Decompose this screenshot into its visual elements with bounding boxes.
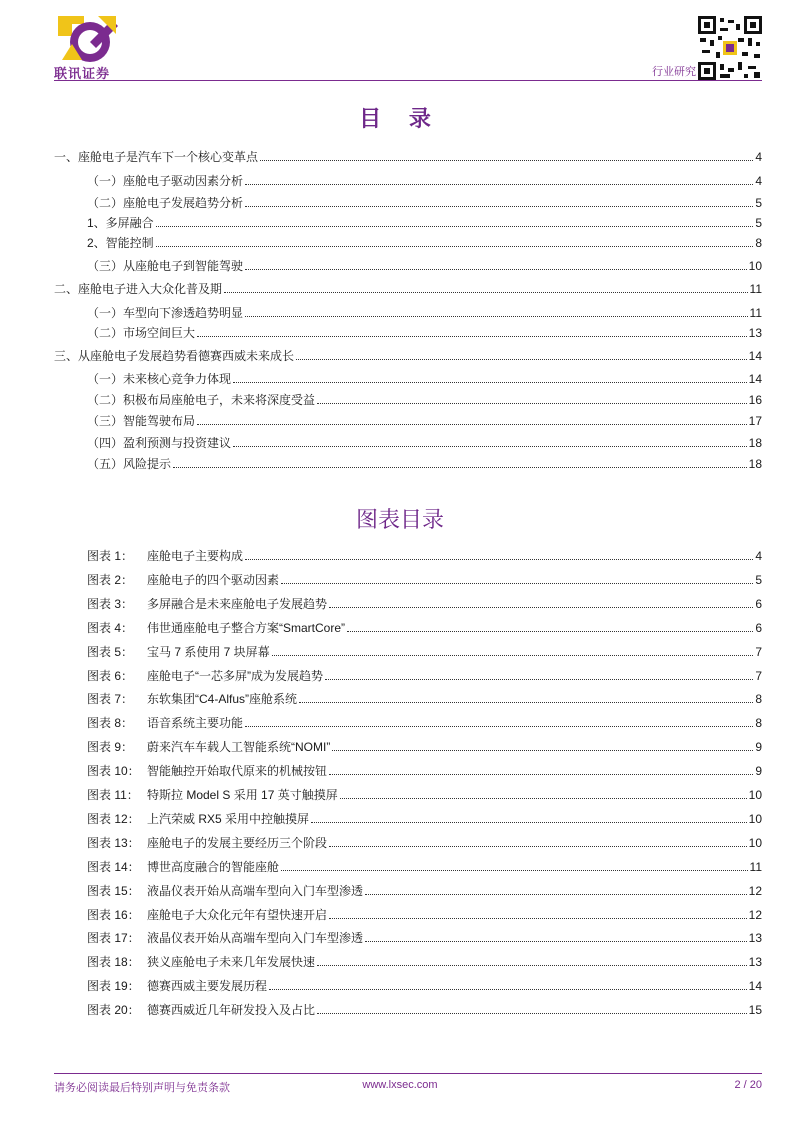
toc-row-page: 18 xyxy=(748,436,762,450)
figure-row-number: 图表 16： xyxy=(87,907,140,922)
figure-row-label: 座舱电子主要构成 xyxy=(147,549,244,563)
figure-row-text xyxy=(87,884,363,898)
figure-row-leader xyxy=(281,870,748,871)
figure-row-leader xyxy=(332,750,753,751)
figure-row-label: 东软集团“C4-Alfus”座舱系统 xyxy=(147,692,298,707)
figure-row-page: 4 xyxy=(755,549,762,563)
toc-row-leader xyxy=(233,382,747,383)
toc-row[interactable] xyxy=(87,457,762,471)
figure-row[interactable] xyxy=(87,597,762,611)
figure-row-leader xyxy=(272,655,754,656)
toc-row[interactable] xyxy=(87,372,762,386)
figure-row-number: 图表 11： xyxy=(87,788,139,802)
toc-row-page: 14 xyxy=(748,372,762,386)
toc-row-label: （一）未来核心竞争力体现 xyxy=(87,372,232,386)
toc-row[interactable] xyxy=(54,349,762,363)
figure-row-number: 图表 10： xyxy=(87,764,140,779)
toc-row-leader xyxy=(245,269,747,270)
figure-row-text xyxy=(87,740,330,754)
figure-row-leader xyxy=(340,798,747,799)
toc-row-label: （三）智能驾驶布局 xyxy=(87,414,196,428)
figure-row-page: 8 xyxy=(755,716,762,731)
figure-row[interactable] xyxy=(87,621,762,635)
figure-row-text xyxy=(87,597,327,611)
toc-row-label: 1、多屏融合 xyxy=(87,216,154,230)
figure-row-label: 蔚来汽车车载人工智能系统“NOMI” xyxy=(147,740,331,755)
toc-row-leader xyxy=(173,467,747,468)
figure-row-label: 智能触控开始取代原来的机械按钮 xyxy=(147,764,328,779)
figure-row-number: 图表 14： xyxy=(87,859,140,874)
toc-row[interactable] xyxy=(87,236,762,250)
figure-row-leader xyxy=(329,846,747,847)
toc-row-label: （二）市场空间巨大 xyxy=(87,326,196,340)
toc-row-label: 一、座舱电子是汽车下一个核心变革点 xyxy=(54,150,259,164)
toc-title: 目 录 xyxy=(359,107,441,132)
figure-row-page: 9 xyxy=(755,764,762,779)
figure-row[interactable] xyxy=(87,669,762,683)
figure-row-label: 语音系统主要功能 xyxy=(147,716,244,731)
toc-row-leader xyxy=(317,403,747,404)
figure-row-page: 6 xyxy=(755,620,762,635)
figure-row-number: 图表 9： xyxy=(87,740,134,755)
toc-row-label: （三）从座舱电子到智能驾驶 xyxy=(87,259,244,273)
figure-row-label: 液晶仪表开始从高端车型向入门车型渗透 xyxy=(147,883,364,898)
figure-row-page: 7 xyxy=(755,644,762,659)
figure-row-number: 图表 2： xyxy=(87,572,134,587)
figure-row-number: 图表 17： xyxy=(87,931,140,946)
toc-row-page: 14 xyxy=(748,349,762,363)
toc-row[interactable] xyxy=(87,326,762,340)
figure-row-label: 座舱电子大众化元年有望快速开启 xyxy=(147,907,328,922)
toc-row-leader xyxy=(245,184,753,185)
figure-row-leader xyxy=(245,726,753,727)
figure-row-page: 14 xyxy=(748,979,762,994)
toc-row-label: （四）盈利预测与投资建议 xyxy=(87,436,232,450)
figure-row-page: 12 xyxy=(748,907,762,922)
toc-row-label: 二、座舱电子进入大众化普及期 xyxy=(54,282,223,296)
figure-row[interactable] xyxy=(87,645,762,659)
toc-row[interactable] xyxy=(87,436,762,450)
figure-row-label: 座舱电子的发展主要经历三个阶段 xyxy=(147,835,328,850)
figure-row-page: 13 xyxy=(748,955,762,970)
figure-row-number: 图表 13： xyxy=(87,835,140,850)
toc-row-leader xyxy=(156,246,754,247)
figure-row[interactable] xyxy=(87,836,762,850)
figure-row-text xyxy=(87,621,345,635)
figure-row[interactable] xyxy=(87,573,762,587)
figure-row-page: 8 xyxy=(755,692,762,707)
figure-row-text xyxy=(87,812,309,826)
toc-row-leader xyxy=(245,316,748,317)
figure-row-leader xyxy=(347,631,753,632)
figure-row-leader xyxy=(365,894,747,895)
figure-row-text xyxy=(87,955,315,969)
toc-row[interactable] xyxy=(87,414,762,428)
figure-row-number: 图表 19： xyxy=(87,979,140,994)
figure-row-label: 博世高度融合的智能座舱 xyxy=(147,859,280,874)
figure-row-text xyxy=(87,908,327,922)
figure-row-page: 5 xyxy=(755,572,762,587)
figure-row-label: 德赛西威主要发展历程 xyxy=(147,979,268,994)
figure-row[interactable] xyxy=(87,549,762,563)
footer-divider xyxy=(54,1073,762,1074)
toc-row-leader xyxy=(156,226,754,227)
figure-row[interactable] xyxy=(87,740,762,754)
toc-row-page: 11 xyxy=(749,282,762,296)
figure-row-label: 狭义座舱电子未来几年发展快速 xyxy=(147,955,316,970)
figure-row-page: 10 xyxy=(748,788,762,802)
toc-row-leader xyxy=(197,336,747,337)
figure-row-leader xyxy=(329,774,753,775)
figure-row-label: 宝马 7 系使用 7 块屏幕 xyxy=(147,644,270,659)
toc-row-page: 10 xyxy=(748,259,762,273)
figure-row-page: 11 xyxy=(749,859,762,874)
figure-row[interactable] xyxy=(87,812,762,826)
toc-row-page: 16 xyxy=(748,393,762,407)
figure-row[interactable] xyxy=(87,788,762,802)
figure-row-number: 图表 3： xyxy=(87,596,134,611)
figure-row-text xyxy=(87,669,323,683)
toc-row[interactable] xyxy=(87,216,762,230)
figure-row-leader xyxy=(365,941,747,942)
toc-row-label: （二）座舱电子发展趋势分析 xyxy=(87,196,244,210)
toc-row-leader xyxy=(197,424,747,425)
figure-row-text xyxy=(87,716,243,730)
figure-row[interactable] xyxy=(87,692,762,706)
toc-row-leader xyxy=(245,206,753,207)
figure-row-label: 特斯拉 Model S 采用 17 英寸触摸屏 xyxy=(147,788,338,802)
toc-row-page: 18 xyxy=(748,457,762,471)
figure-row-leader xyxy=(329,607,753,608)
toc-row-label: （一）座舱电子驱动因素分析 xyxy=(87,174,244,188)
figure-row-text xyxy=(87,692,297,706)
figure-row-page: 10 xyxy=(748,811,762,826)
toc-row[interactable] xyxy=(54,282,762,296)
figure-row-leader xyxy=(317,1013,747,1014)
figure-row-number: 图表 1： xyxy=(87,549,134,563)
figure-row-leader xyxy=(325,679,753,680)
figure-row-leader xyxy=(245,559,753,560)
figure-row-text xyxy=(87,1003,315,1017)
toc-row[interactable] xyxy=(87,259,762,273)
figure-row-text xyxy=(87,836,327,850)
header-divider xyxy=(54,80,762,81)
toc-row-page: 5 xyxy=(755,196,762,210)
toc-row[interactable] xyxy=(87,196,762,210)
figure-row-page: 9 xyxy=(755,740,762,755)
figure-row-label: 上汽荣威 RX5 采用中控触摸屏 xyxy=(147,811,310,826)
footer-disclaimer: 请务必阅读最后特别声明与免责条款 xyxy=(54,1082,230,1094)
figure-row-text xyxy=(87,860,279,874)
figure-row-label: 多屏融合是未来座舱电子发展趋势 xyxy=(147,596,328,611)
figure-row-label: 德赛西威近几年研发投入及占比 xyxy=(147,1003,316,1018)
figure-row[interactable] xyxy=(87,884,762,898)
toc-row[interactable] xyxy=(54,150,762,164)
report-category: 行业研究 xyxy=(652,66,696,78)
figure-row-label: 伟世通座舱电子整合方案“SmartCore” xyxy=(147,620,346,635)
toc-row-page: 13 xyxy=(748,326,762,340)
figure-row[interactable] xyxy=(87,860,762,874)
figure-row-label: 座舱电子的四个驱动因素 xyxy=(147,572,280,587)
toc-row-page: 4 xyxy=(755,174,762,188)
figure-row-leader xyxy=(311,822,747,823)
toc-row-page: 8 xyxy=(755,236,762,250)
toc-row-leader xyxy=(260,160,753,161)
figure-row[interactable] xyxy=(87,955,762,969)
toc-row-label: 2、智能控制 xyxy=(87,236,154,250)
figure-row-number: 图表 8： xyxy=(87,716,134,731)
toc-row-label: （二）积极布局座舱电子，未来将深度受益 xyxy=(87,393,316,407)
figure-row-page: 13 xyxy=(748,931,762,946)
figure-row-page: 15 xyxy=(748,1003,762,1018)
footer-website[interactable]: www.lxsec.com xyxy=(362,1079,438,1091)
toc-row-page: 17 xyxy=(748,414,762,428)
toc-row-label: （一）车型向下渗透趋势明显 xyxy=(87,306,244,320)
figure-row[interactable] xyxy=(87,931,762,945)
figure-row-leader xyxy=(329,918,747,919)
toc-row-page: 5 xyxy=(755,216,762,230)
toc-row-leader xyxy=(296,359,747,360)
toc-row-leader xyxy=(224,292,748,293)
toc-row[interactable] xyxy=(87,174,762,188)
figure-row-number: 图表 20： xyxy=(87,1003,140,1018)
figure-row-text xyxy=(87,788,338,802)
figure-row-number: 图表 6： xyxy=(87,668,134,683)
figure-row[interactable] xyxy=(87,908,762,922)
toc-row-page: 4 xyxy=(755,150,762,164)
figure-row-number: 图表 5： xyxy=(87,644,134,659)
figure-row-page: 10 xyxy=(748,835,762,850)
figure-row[interactable] xyxy=(87,979,762,993)
figure-row-label: 液晶仪表开始从高端车型向入门车型渗透 xyxy=(147,931,364,946)
toc-row-page: 11 xyxy=(749,306,762,320)
figure-row-leader xyxy=(269,989,747,990)
figure-row-number: 图表 12： xyxy=(87,811,140,826)
company-name: 联讯证券 xyxy=(54,67,111,82)
figure-list-title: 图表目录 xyxy=(355,508,444,533)
figure-row-text xyxy=(87,931,363,945)
figure-row-label: 座舱电子“一芯多屏”成为发展趋势 xyxy=(147,668,323,683)
figure-row-leader xyxy=(299,702,753,703)
toc-row[interactable] xyxy=(87,393,762,407)
figure-row-text xyxy=(87,573,279,587)
qr-code-icon xyxy=(698,16,762,80)
figure-row-number: 图表 4： xyxy=(87,620,134,635)
footer-page-indicator: 2 / 20 xyxy=(734,1079,762,1091)
toc-row-label: 三、从座舱电子发展趋势看德赛西威未来成长 xyxy=(54,349,295,363)
figure-row-text xyxy=(87,645,270,659)
figure-row-number: 图表 18： xyxy=(87,955,140,970)
figure-row-page: 6 xyxy=(755,596,762,611)
figure-row[interactable] xyxy=(87,1003,762,1017)
toc-row[interactable] xyxy=(87,306,762,320)
figure-row-page: 7 xyxy=(755,668,762,683)
figure-row[interactable] xyxy=(87,716,762,730)
figure-row-leader xyxy=(317,965,747,966)
figure-row-number: 图表 15： xyxy=(87,883,140,898)
figure-row-text xyxy=(87,764,327,778)
figure-row-leader xyxy=(281,583,753,584)
figure-row-text xyxy=(87,549,243,563)
figure-row-text xyxy=(87,979,267,993)
toc-row-label: （五）风险提示 xyxy=(87,457,172,471)
toc-row-leader xyxy=(233,446,747,447)
figure-row-number: 图表 7： xyxy=(87,692,134,707)
figure-row-page: 12 xyxy=(748,883,762,898)
figure-row[interactable] xyxy=(87,764,762,778)
